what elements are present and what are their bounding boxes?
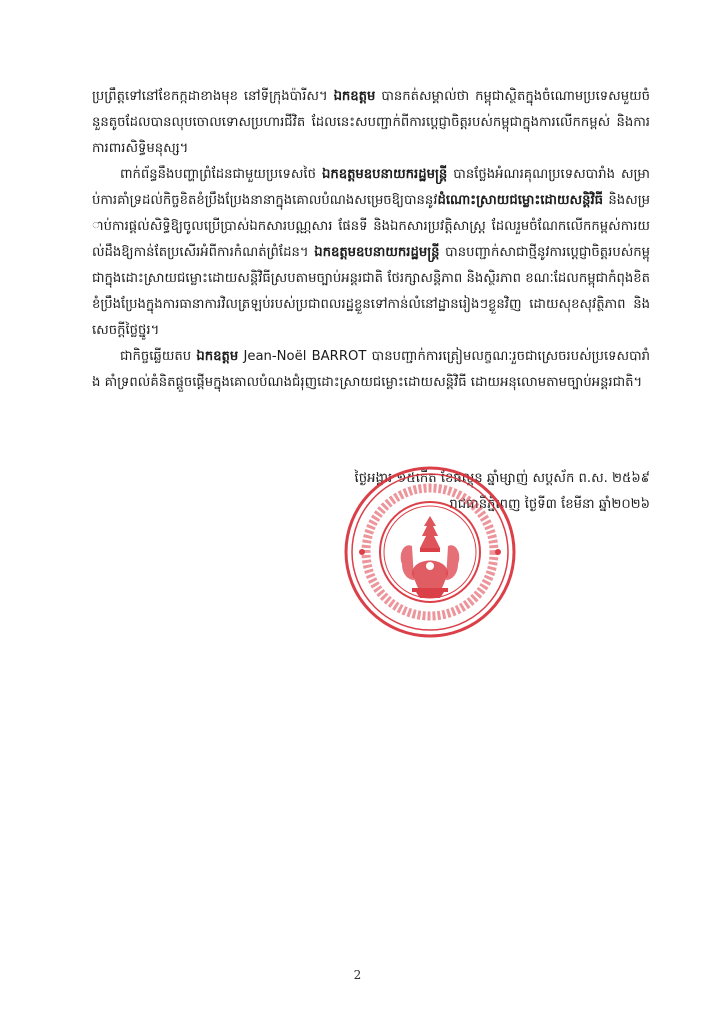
lunar-date-line: ថ្ងៃអង្គារ ១៥កើត ខែផល្គុន ឆ្នាំម្សាញ់ សប្តស័ក ព.ស. ២៥៦៩ — [354, 471, 650, 486]
paragraph-2 — [92, 162, 650, 344]
p3-text-a: ជាកិច្ចឆ្លើយតប — [120, 349, 197, 364]
p2-title-b: ឯកឧត្តមឧបនាយករដ្ឋមន្ត្រី — [314, 245, 440, 260]
p2-text-a: ពាក់ព័ន្ធនឹងបញ្ហាព្រំដែនជាមួយប្រទេសថៃ — [120, 167, 322, 182]
official-seal-icon — [342, 464, 518, 640]
p2-text-d: បានបញ្ជាក់សាជាថ្មីនូវការប្តេជ្ញាចិត្តរបស់កម្ពុជាក្នុងដោះស្រាយជម្លោះដោយសន្តិវិធីស្របតាមច្បាប់អន្តរជាតិ ថែរក្សាសន្តិភាព និងស្ថិរភាព ខណៈដែលកម្ពុជាកំពុងខិតខំប្រឹងប្រែងក្នុងការធានាការវិលត្រឡប់របស់ប្រជាពលរដ្ឋខ្លួនទៅកាន់លំនៅដ្ឋានរៀងៗខ្លួនវិញ ដោយសុខសុវត្ថិភាព និងសេចក្តីថ្លៃថ្នូរ។ — [92, 245, 650, 338]
p3-title-a: ឯកឧត្តម — [196, 349, 239, 364]
document-body — [92, 84, 650, 396]
p1-text-a: ប្រព្រឹត្តទៅនៅខែកក្កដាខាងមុខ នៅទីក្រុងប៉ារីស។ — [92, 89, 334, 104]
p1-title-a: ឯកឧត្តម — [333, 89, 376, 104]
solar-date-line: រាជធានីភ្នំពេញ ថ្ងៃទី៣ ខែមីនា ឆ្នាំ២០២៦ — [449, 497, 650, 512]
page-number: 2 — [353, 968, 362, 982]
p3-name: Jean-Noël BARROT — [238, 349, 367, 364]
p2-title-a: ឯកឧត្តមឧបនាយករដ្ឋមន្ត្រី — [321, 167, 448, 182]
p2-emphasis: ដំណោះស្រាយជម្លោះដោយសន្តិវិធី — [437, 193, 604, 208]
p1-text-b: បានកត់សម្គាល់ថា កម្ពុជាស្ថិតក្នុងចំណោមប្រទេសមួយចំនួនតូចដែលបានលុបចោលទោសប្រហារជីវិត ដែលនេះសបញ្ជាក់ពីការប្តេជ្ញាចិត្តរបស់កម្ពុជាក្នុងការលើកកម្ពស់ និងការការពារសិទ្ធិមនុស្ស។ — [92, 89, 651, 156]
paragraph-1 — [92, 84, 650, 162]
paragraph-3 — [92, 344, 650, 396]
p3-text-b: បានបញ្ជាក់ការត្រៀមលក្ខណៈរួចជាស្រេចរបស់ប្រទេសបារាំង គាំទ្រពល់គំនិតផ្តួចផ្តើមក្នុងគោលបំណងជំរុញដោះស្រាយជម្លោះដោយសន្តិវិធី ដោយអនុលោមតាមច្បាប់អន្តរជាតិ។ — [92, 349, 650, 390]
p2-text-c: និងសម្រាប់ការផ្តល់សិទ្ធិឱ្យចូលប្រើប្រាស់ឯកសារបណ្ណសារ ផែនទី និងឯកសារប្រវត្តិសាស្ត្រ ដែលរួមចំណែកលើកកម្ពស់ការយល់ដឹងឱ្យកាន់តែប្រសើរអំពីការកំណត់ព្រំដែន។ — [92, 193, 650, 260]
p2-text-b: បានថ្លែងអំណរគុណប្រទេសបារាំង សម្រាប់ការគាំទ្រដល់កិច្ចខិតខំប្រឹងប្រែងនានាក្នុងគោលបំណងសម្រេចឱ្យបាននូវ — [92, 167, 650, 208]
